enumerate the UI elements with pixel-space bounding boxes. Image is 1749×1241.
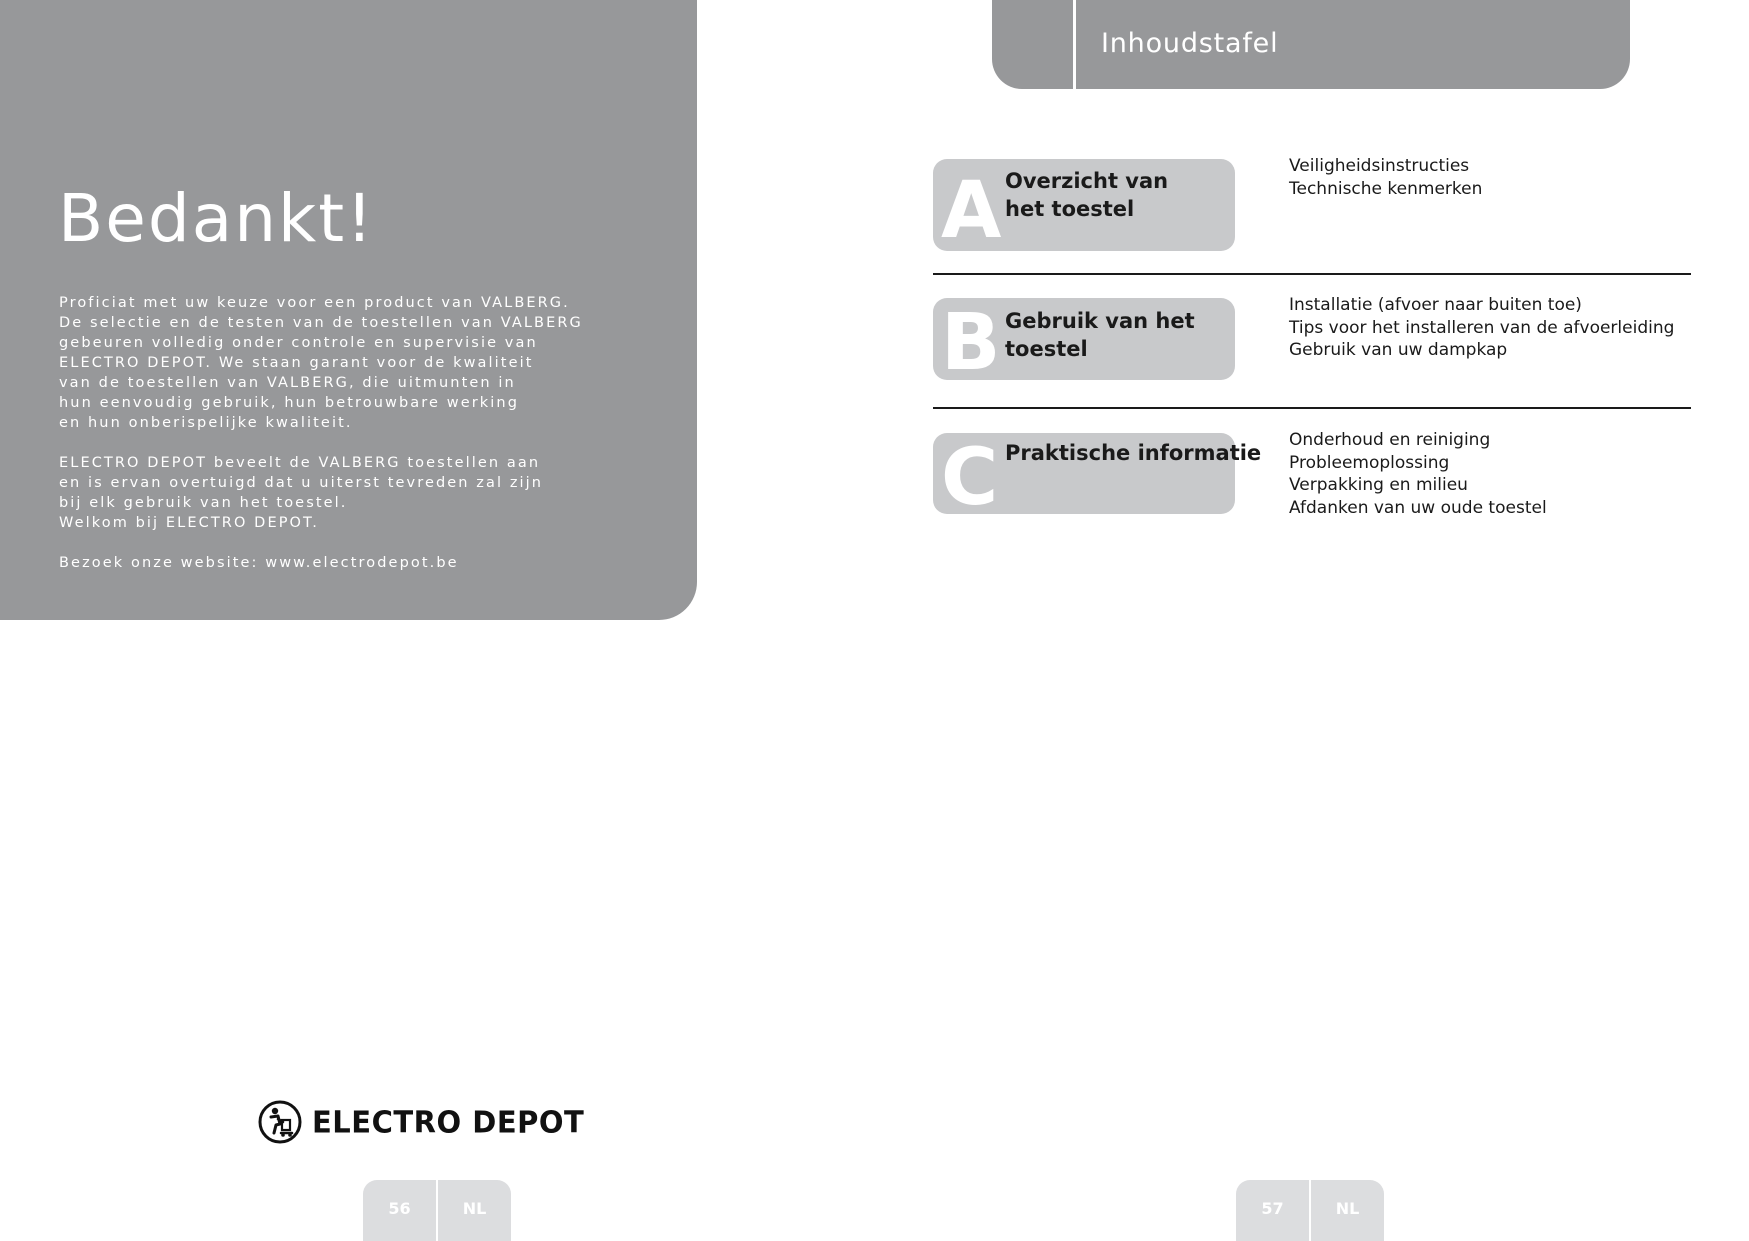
text-line: en is ervan overtuigd dat u uiterst tevreden zal zijn xyxy=(59,475,544,491)
language-label: NL xyxy=(1335,1199,1360,1218)
text-line: De selectie en de testen van de toestellen van VALBERG xyxy=(59,315,583,331)
section-letter: B xyxy=(941,298,1001,388)
paragraph-recommendation xyxy=(59,453,544,533)
section-a-box[interactable] xyxy=(933,159,1235,256)
section-title: Gebruik van het toestel xyxy=(1005,309,1195,361)
page-number: 57 xyxy=(1261,1199,1284,1218)
paragraph-intro xyxy=(59,293,583,433)
website-line: Bezoek onze website: www.electrodepot.be xyxy=(59,555,459,571)
toc-item[interactable]: Tips voor het installeren van de afvoerleiding xyxy=(1289,317,1675,338)
text-line: hun eenvoudig gebruik, hun betrouwbare werking xyxy=(59,395,519,411)
thanks-text xyxy=(59,293,583,593)
text-line: ELECTRO DEPOT. We staan garant voor de kwaliteit xyxy=(59,355,534,371)
logo-text: ELECTRO DEPOT xyxy=(312,1103,585,1140)
text-line: en hun onberispelijke kwaliteit. xyxy=(59,415,353,431)
section-c-box[interactable] xyxy=(933,433,1262,523)
section-letter: C xyxy=(941,433,999,523)
toc-item[interactable]: Installatie (afvoer naar buiten toe) xyxy=(1289,295,1582,315)
page-title: Bedankt! xyxy=(58,180,375,257)
section-letter: A xyxy=(941,166,1002,256)
toc-item[interactable]: Veiligheidsinstructies xyxy=(1289,156,1470,176)
section-title: Praktische informatie xyxy=(1005,441,1262,465)
text-line: bij elk gebruik van het toestel. xyxy=(59,495,348,511)
page-number-tab-left xyxy=(363,1180,511,1241)
toc-item[interactable]: Onderhoud en reiniging xyxy=(1289,430,1491,450)
text-line: van de toestellen van VALBERG, die uitmunten in xyxy=(59,375,516,391)
language-label: NL xyxy=(462,1199,487,1218)
toc-item[interactable]: Technische kenmerken xyxy=(1289,178,1483,199)
section-title: Overzicht van het toestel xyxy=(1005,169,1169,221)
page-number: 56 xyxy=(388,1199,411,1218)
toc-header xyxy=(992,0,1630,89)
thanks-panel xyxy=(0,0,697,620)
section-divider xyxy=(933,407,1691,409)
toc-item[interactable]: Verpakking en milieu xyxy=(1289,475,1468,495)
toc-title: Inhoudstafel xyxy=(1101,28,1279,59)
trolley-icon xyxy=(258,1100,302,1144)
toc-item[interactable]: Afdanken van uw oude toestel xyxy=(1289,497,1547,518)
section-b-items xyxy=(1289,294,1674,362)
page-number-tab-right xyxy=(1236,1180,1384,1241)
toc-item[interactable]: Gebruik van uw dampkap xyxy=(1289,340,1508,360)
toc-item[interactable]: Probleemoplossing xyxy=(1289,452,1450,473)
header-divider xyxy=(1073,0,1076,89)
section-c-items xyxy=(1289,429,1547,519)
paragraph-website xyxy=(59,553,539,573)
text-line: ELECTRO DEPOT beveelt de VALBERG toestellen aan xyxy=(59,455,541,471)
electro-depot-logo xyxy=(258,1098,584,1146)
section-a-items xyxy=(1289,155,1482,200)
section-b-box[interactable] xyxy=(933,298,1235,388)
text-line: Proficiat met uw keuze voor een product van VALBERG. xyxy=(59,295,570,311)
section-divider xyxy=(933,273,1691,275)
text-line: gebeuren volledig onder controle en supervisie van xyxy=(59,335,538,351)
text-line: Welkom bij ELECTRO DEPOT. xyxy=(59,515,320,531)
